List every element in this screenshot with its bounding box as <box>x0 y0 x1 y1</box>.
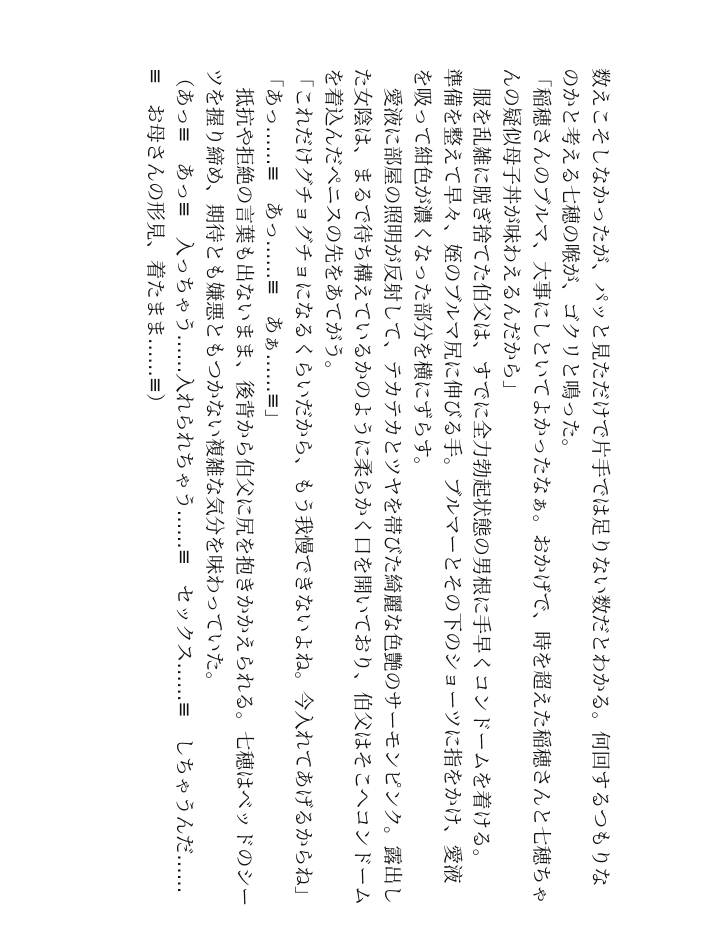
text-line: 服を乱雑に脱ぎ捨てた伯父は、すでに全力勃起状態の男根に手早くコンドームを着ける。 <box>470 68 494 869</box>
text-line: ツを握り締め、期待とも嫌悪ともつかない複雑な気分を味わっていた。 <box>203 68 227 692</box>
text-line: を吸って紺色が濃くなった部分を横にずらす。 <box>410 68 434 476</box>
text-line: のかと考える七穂の喉が、ゴクリと鳴った。 <box>559 68 583 459</box>
text-line: 「あっ……≡ あっ……≡ あぁ……≡」 <box>262 68 286 429</box>
text-line: 愛液に部屋の照明が反射して、テカテカとツヤを帯びた綺麗な色艶のサーモンピンク。露出し <box>381 68 405 905</box>
text-line: 「稲穂さんのブルマ、大事にしといてよかったなぁ。おかげで、時を超えた稲穂さんと七穂ちゃ <box>529 68 553 905</box>
text-line: んの疑似母子丼が味わえるんだから」 <box>499 68 523 400</box>
text-line: を着込んだペニスの先をあてがう。 <box>321 68 345 381</box>
text-line: 数えこそしなかったが、パッと見ただけで片手では足りない数だとわかる。何回するつもりな <box>589 68 612 887</box>
text-line: （あっ≡ あっ≡ 入っちゃう……入れられちゃう……≡ セックス……≡ しちゃうんだ…… <box>173 68 197 894</box>
text-line: ≡ お母さんの形見、着たまま……≡） <box>143 68 167 413</box>
text-line: 「これだけグチョグチョになるくらいだから、もう我慢できないよね。今入れてあげるからね」 <box>292 68 316 906</box>
text-line: 抵抗や拒絶の言葉も出ないまま、後背から伯父に尻を抱きかかえられる。七穂はベッドのシー <box>232 68 256 907</box>
text-line: 準備を整えて早々、姪のブルマ尻に伸びる手。ブルマーとその下のショーツに指をかけ、愛液 <box>440 68 464 884</box>
text-line: た女陰は、まるで待ち構えているかのように柔らかく口を開いており、伯父はそこへコンドーム <box>351 68 375 906</box>
